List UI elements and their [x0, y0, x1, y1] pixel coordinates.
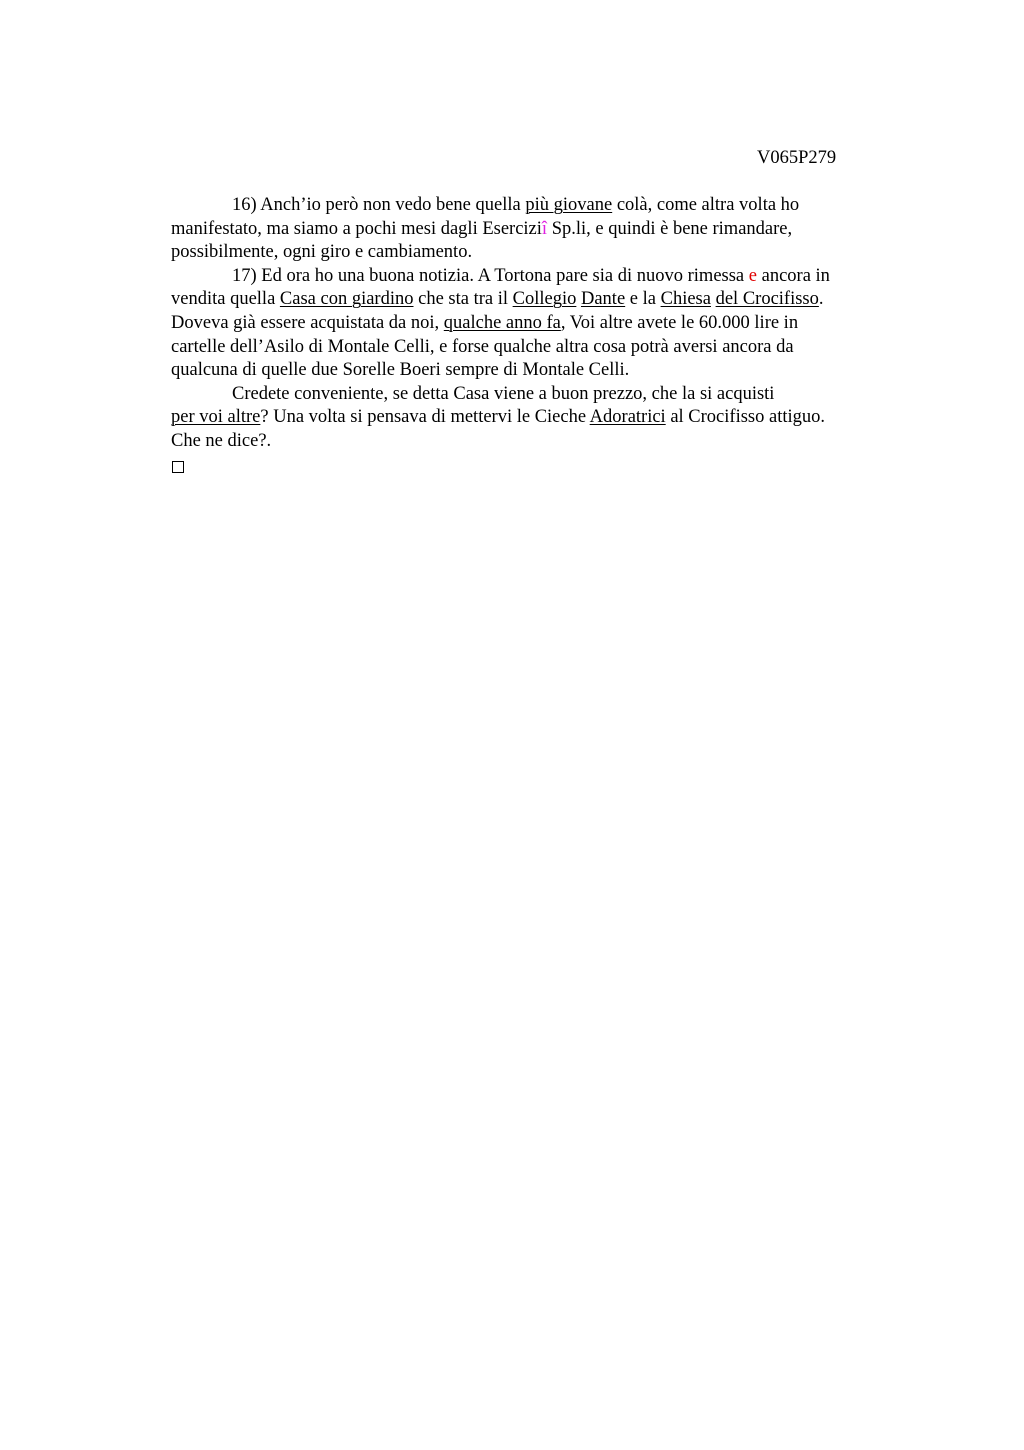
- underlined-text: Chiesa: [660, 289, 711, 310]
- text-run: , Voi altre avete le 60.000 lire in: [560, 312, 799, 333]
- end-marker-line: [171, 454, 916, 481]
- paragraph-17-line-3: [171, 312, 916, 336]
- text-run: possibilmente, ogni giro e cambiamento.: [171, 242, 473, 263]
- text-run: Che ne dice?.: [171, 430, 272, 451]
- red-mark: e: [748, 265, 757, 286]
- text-run: ? Una volta si pensava di mettervi le Cieche: [260, 407, 590, 428]
- underlined-text: Dante: [580, 289, 626, 310]
- text-run: al Crocifisso attiguo.: [665, 407, 825, 428]
- text-run: cartelle dell’Asilo di Montale Celli, e forse qualche altra cosa potrà aversi ancora da: [171, 336, 794, 357]
- underlined-text: più giovane: [525, 195, 613, 215]
- page-code: V065P279: [757, 148, 837, 168]
- text-run: che sta tra il: [413, 289, 513, 310]
- text-run: e la: [625, 289, 661, 310]
- paragraph-18-line-1: [171, 383, 916, 407]
- underlined-text: del Crocifisso: [715, 289, 819, 310]
- underlined-text: per voi altre: [171, 407, 261, 428]
- paragraph-16-line-3: [171, 241, 916, 265]
- square-outline-icon: [172, 461, 184, 473]
- text-run: Credete conveniente, se detta Casa viene a buon prezzo, che la si acquisti: [232, 383, 775, 404]
- text-run: ancora in: [756, 265, 830, 286]
- text-run: colà, come altra volta ho: [612, 195, 800, 215]
- text-run: qualcuna di quelle due Sorelle Boeri sempre di Montale Celli.: [171, 360, 630, 381]
- paragraph-18-line-3: [171, 430, 916, 454]
- paragraph-17-line-1: [171, 265, 916, 289]
- text-run: Sp.li, e quindi è bene rimandare,: [547, 218, 793, 239]
- document-body: [171, 194, 916, 480]
- underlined-text: Collegio: [512, 289, 577, 310]
- text-run: vendita quella: [171, 289, 280, 310]
- paragraph-17-line-4: [171, 336, 916, 360]
- underlined-text: Casa con giardino: [279, 289, 414, 310]
- paragraph-17-line-2: [171, 288, 916, 312]
- text-run: .: [818, 289, 824, 310]
- text-run: 16) Anch’io però non vedo bene quella: [232, 195, 526, 215]
- paragraph-18-line-2: [171, 406, 916, 430]
- underlined-text: qualche anno fa: [443, 312, 561, 333]
- paragraph-16-line-1: [171, 194, 916, 218]
- text-run: 17) Ed ora ho una buona notizia. A Tortona pare sia di nuovo rimessa: [232, 265, 749, 286]
- text-run: manifestato, ma siamo a pochi mesi dagli Esercizi: [171, 218, 542, 239]
- paragraph-17-line-5: [171, 359, 916, 383]
- text-run: Doveva già essere acquistata da noi,: [171, 312, 444, 333]
- underlined-text: Adoratrici: [589, 407, 666, 428]
- magenta-mark: î: [541, 218, 548, 239]
- paragraph-16-line-2: [171, 218, 916, 242]
